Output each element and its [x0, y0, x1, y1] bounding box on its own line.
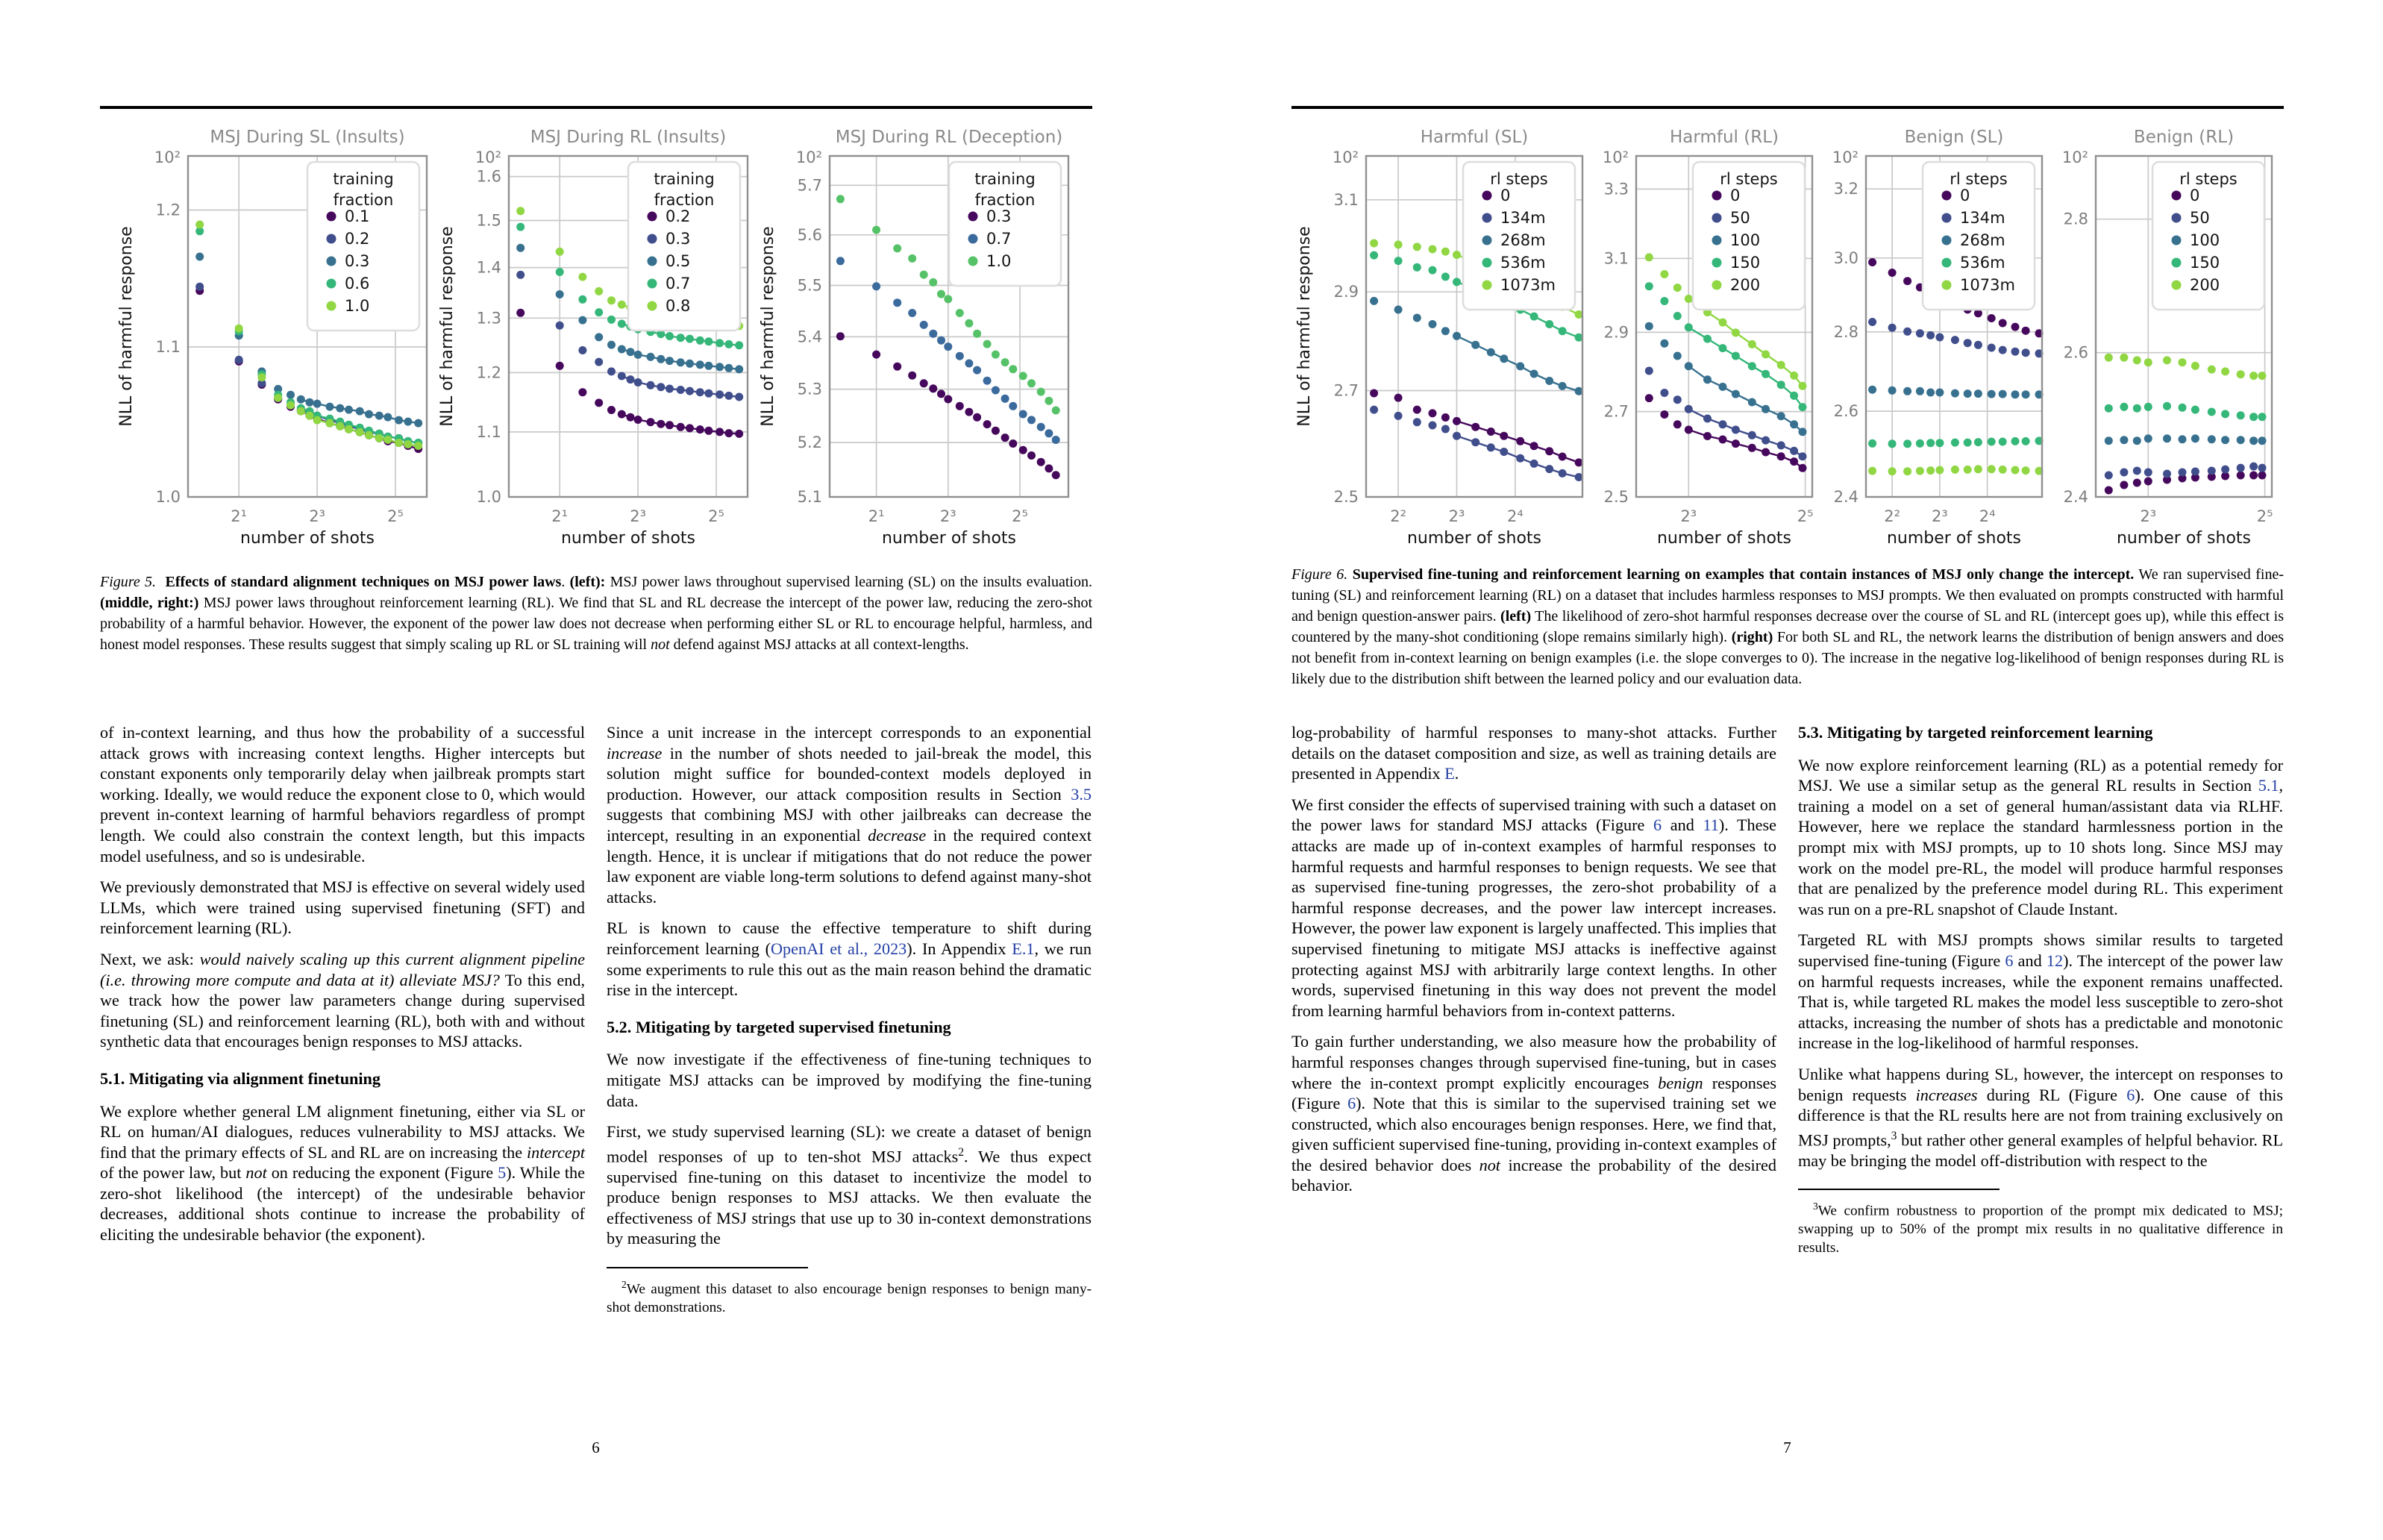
paragraph: To gain further understanding, we also measure how the probability of harmful responses changes through supervised fine-tuning, but in cases where the in-context prompt explicitly encourages benign responses (Figure 6). Note that this is similar to the supervised training set we constructed, which also encourages benign responses. Here, we find that, given sufficient supervised fine-tuning, providing in-context examples of the desired behavior does not increase the probability of the desired behavior.	[1291, 1032, 1776, 1195]
chart-msj-during-rl-deception	[755, 123, 1076, 556]
svg-text:1073m: 1073m	[1500, 276, 1556, 294]
svg-text:150: 150	[2190, 254, 2220, 272]
top-rule	[100, 106, 1092, 109]
svg-text:5.3: 5.3	[797, 380, 822, 398]
svg-text:2³: 2³	[630, 507, 646, 525]
ref-section-3-5[interactable]: 3.5	[1071, 784, 1092, 804]
figure6-plots	[1291, 123, 2284, 556]
svg-text:2⁵: 2⁵	[387, 507, 404, 525]
svg-text:2.4: 2.4	[2063, 488, 2088, 506]
svg-text:number of shots: number of shots	[1656, 529, 1792, 548]
paragraph: of in-context learning, and thus how the probability of a successful attack grows with increasing context lengths. Higher intercepts but constant exponents only temporarily delay when jailbreak prompts start working. Ideally, we would reduce the exponent close to 0, which would prevent in-context learning of harmful behaviors regardless of prompt length. We could also constrain the context length, but this impacts model usefulness, and so is undesirable.	[100, 723, 585, 866]
svg-text:NLL of harmful response: NLL of harmful response	[759, 226, 777, 427]
page-number: 6	[592, 1439, 600, 1456]
svg-text:fraction: fraction	[974, 191, 1036, 209]
ref-figure-6[interactable]: 6	[2005, 951, 2014, 970]
section-5-3-heading: 5.3. Mitigating by targeted reinforcement learning	[1798, 723, 2153, 742]
svg-text:MSJ During RL (Deception): MSJ During RL (Deception)	[835, 128, 1063, 147]
svg-text:5.5: 5.5	[797, 276, 822, 295]
paragraph: We now explore reinforcement learning (RL) as a potential remedy for MSJ. We use a similar setup as the general RL results in Section 5.1, training a model on a set of general human/assistant data via RLHF. However, here we replace the standard harmlessness portion in the prompt mix with MSJ prompts, up to 10 shots long. Since MSJ may work on the model pre-RL, the model will produce harmful responses that are penalized by the preference model during RL. This experiment was run on a pre-RL snapshot of Claude Instant.	[1798, 755, 2283, 918]
figure5-plots	[113, 123, 1076, 556]
svg-text:1.5: 1.5	[476, 211, 501, 230]
svg-text:5.7: 5.7	[797, 176, 822, 195]
svg-text:NLL of harmful response: NLL of harmful response	[1295, 226, 1314, 427]
svg-text:200: 200	[1730, 276, 1761, 294]
svg-text:2³: 2³	[939, 507, 956, 525]
svg-text:0.8: 0.8	[666, 297, 691, 315]
svg-text:Harmful (SL): Harmful (SL)	[1420, 128, 1529, 147]
svg-text:2.9: 2.9	[1603, 323, 1629, 342]
svg-text:10²: 10²	[1832, 148, 1859, 166]
page7-left-column	[1291, 722, 1776, 1206]
page-number: 7	[1783, 1439, 1791, 1456]
svg-text:10²: 10²	[1332, 148, 1359, 166]
svg-text:training: training	[974, 170, 1036, 188]
paragraph: RL is known to cause the effective temperature to shift during reinforcement learning (OpenAI et al., 2023). In Appendix E.1, we run some experiments to rule this out as the main reason behind the dramatic rise in the intercept.	[607, 918, 1092, 1000]
ref-figure-6[interactable]: 6	[2126, 1085, 2135, 1104]
svg-text:number of shots: number of shots	[1886, 529, 2022, 548]
chart-harmful-rl	[1590, 123, 1820, 556]
svg-text:0: 0	[1730, 187, 1741, 204]
footnote-rule	[607, 1267, 808, 1268]
svg-text:rl steps: rl steps	[1490, 170, 1548, 188]
chart-benign-sl	[1820, 123, 2049, 556]
svg-text:2³: 2³	[1448, 507, 1465, 525]
page6-right-column	[607, 722, 1092, 1318]
svg-text:10²: 10²	[475, 148, 501, 166]
page7-right-column	[1798, 722, 2283, 1257]
svg-text:2.5: 2.5	[1603, 488, 1629, 506]
svg-text:5.1: 5.1	[797, 488, 822, 506]
svg-text:2³: 2³	[2140, 507, 2157, 525]
svg-text:100: 100	[1730, 231, 1761, 249]
svg-text:2⁴: 2⁴	[1507, 507, 1524, 525]
ref-openai-2023[interactable]: OpenAI et al., 2023	[771, 939, 907, 958]
paragraph: We previously demonstrated that MSJ is effective on several widely used LLMs, which were trained using supervised finetuning (SFT) and reinforcement learning (RL).	[100, 877, 585, 938]
svg-text:5.2: 5.2	[797, 433, 822, 452]
svg-text:rl steps: rl steps	[2179, 170, 2238, 188]
svg-text:3.2: 3.2	[1833, 180, 1859, 198]
svg-text:1.3: 1.3	[476, 309, 501, 328]
svg-text:50: 50	[1730, 209, 1750, 227]
svg-text:200: 200	[2190, 276, 2220, 294]
svg-text:1.4: 1.4	[476, 258, 501, 277]
svg-text:1.0: 1.0	[345, 297, 370, 315]
svg-text:2.6: 2.6	[2063, 343, 2088, 362]
svg-text:training: training	[333, 170, 394, 188]
ref-figure-5[interactable]: 5	[498, 1163, 507, 1183]
svg-text:rl steps: rl steps	[1720, 170, 1778, 188]
paragraph: We now investigate if the effectiveness of fine-tuning techniques to mitigate MSJ attacks can be improved by modifying the fine-tuning data.	[607, 1050, 1092, 1110]
svg-text:2.6: 2.6	[1833, 402, 1859, 421]
paragraph: We first consider the effects of supervised training with such a dataset on the power laws for standard MSJ attacks (Figure 6 and 11). These attacks are made up of in-context examples of harmful responses to harmful requests and harmful responses to benign requests. We see that as supervised fine-tuning progresses, the zero-shot probability of a harmful response decreases, and the power law intercept increases. However, the power law exponent is largely unaffected. This implies that supervised finetuning to mitigate MSJ attacks is ineffective against protecting against MSJ with arbitrarily large context lengths. In other words, supervised finetuning in this way does not prevent the model from learning harmful behaviors from in-context patterns.	[1291, 795, 1776, 1020]
svg-text:0.3: 0.3	[986, 207, 1012, 225]
svg-text:100: 100	[2190, 231, 2220, 249]
chart-msj-during-sl-insults	[113, 123, 434, 556]
svg-text:0.3: 0.3	[666, 230, 691, 248]
paragraph: We explore whether general LM alignment finetuning, either via SL or RL on human/AI dialogues, reduces vulnerability to MSJ attacks. We find that the primary effects of SL and RL are on increasing the intercept of the power law, but not on reducing the exponent (Figure 5). While the zero-shot likelihood (the intercept) of the undesirable behavior decreases, additional shots continue to increase the probability of eliciting the undesirable behavior (the exponent).	[100, 1101, 585, 1245]
svg-text:0.7: 0.7	[986, 230, 1012, 248]
svg-text:10²: 10²	[795, 148, 822, 166]
svg-text:2⁵: 2⁵	[1797, 507, 1814, 525]
svg-text:2²: 2²	[1884, 507, 1900, 525]
svg-text:Harmful (RL): Harmful (RL)	[1670, 128, 1779, 147]
ref-figure-6[interactable]: 6	[1653, 816, 1662, 835]
svg-text:10²: 10²	[2061, 148, 2088, 166]
ref-section-5-1[interactable]: 5.1	[2258, 776, 2279, 795]
ref-figure-12[interactable]: 12	[2046, 951, 2064, 970]
svg-text:1073m: 1073m	[1960, 276, 2015, 294]
svg-text:3.1: 3.1	[1333, 190, 1359, 209]
svg-text:2.7: 2.7	[1333, 381, 1359, 400]
svg-text:NLL of harmful response: NLL of harmful response	[117, 226, 136, 427]
svg-text:10²: 10²	[154, 148, 181, 166]
svg-text:2³: 2³	[309, 507, 325, 525]
svg-text:NLL of harmful response: NLL of harmful response	[438, 226, 457, 427]
svg-text:2.4: 2.4	[1833, 488, 1859, 506]
svg-text:2.9: 2.9	[1333, 283, 1359, 301]
svg-text:3.1: 3.1	[1603, 249, 1629, 268]
svg-text:1.6: 1.6	[476, 167, 501, 186]
svg-text:3.3: 3.3	[1603, 180, 1629, 198]
svg-text:2³: 2³	[1680, 507, 1697, 525]
footnote-text: $^3$We confirm robustness to proportion of the prompt mix dedicated to MSJ; swapping up to 50% of the prompt mix results in no qualitative difference in results.	[1798, 1201, 2283, 1256]
svg-text:number of shots: number of shots	[881, 529, 1017, 548]
svg-text:Benign (SL): Benign (SL)	[1904, 128, 2004, 147]
svg-text:number of shots: number of shots	[1406, 529, 1542, 548]
svg-text:50: 50	[2190, 209, 2210, 227]
footnote-rule	[1798, 1189, 2000, 1190]
ref-appendix-e1[interactable]: E.1	[1012, 939, 1035, 958]
svg-text:2¹: 2¹	[551, 507, 569, 525]
svg-text:2³: 2³	[1932, 507, 1948, 525]
svg-text:Benign (RL): Benign (RL)	[2133, 128, 2235, 147]
svg-text:fraction: fraction	[654, 191, 715, 209]
svg-text:fraction: fraction	[333, 191, 394, 209]
svg-text:150: 150	[1730, 254, 1761, 272]
svg-text:rl steps: rl steps	[1950, 170, 2008, 188]
svg-text:0: 0	[1500, 187, 1511, 204]
svg-text:2⁴: 2⁴	[1979, 507, 1996, 525]
svg-text:5.4: 5.4	[797, 328, 822, 346]
svg-text:0.5: 0.5	[666, 252, 691, 270]
svg-text:1.2: 1.2	[155, 201, 181, 219]
svg-text:0.2: 0.2	[666, 207, 691, 225]
section-5-1-heading: 5.1. Mitigating via alignment finetuning	[100, 1068, 381, 1088]
paragraph: log-probability of harmful responses to many-shot attacks. Further details on the dataset composition and size, as well as training details are presented in Appendix E.	[1291, 723, 1776, 783]
svg-text:2⁵: 2⁵	[2256, 507, 2273, 525]
paragraph: First, we study supervised learning (SL): we create a dataset of benign model responses of up to ten-shot MSJ attacks$^2$. We thus expect supervised fine-tuning on this dataset to incentivize the model to produce benign responses to MSJ attacks. We then evaluate the effectiveness of MSJ strings that use up to 30 in-context demonstrations by measuring the	[607, 1122, 1092, 1248]
figure6-caption: Figure 6. Supervised fine-tuning and reinforcement learning on examples that contain instances of MSJ only change the intercept. We ran supervised fine-tuning (SL) and reinforcement learning (RL) on a dataset that includes harmless responses to MSJ prompts. We then evaluated on prompts constructed with harmful and benign question-answer pairs. (left) The likelihood of zero-shot harmful responses decrease over the course of SL and RL (intercept goes up), while this effect is countered by the many-shot conditioning (slope remains similarly high). (right) For both SL and RL, the network learns the distribution of benign answers and does not benefit from in-context learning on benign examples (i.e. the slope converges to 0). The increase in the negative log-likelihood of benign responses during RL is likely due to the distribution shift between the learned policy and our evaluation data.	[1291, 566, 2285, 687]
svg-text:1.0: 1.0	[476, 488, 501, 506]
svg-text:268m: 268m	[1960, 231, 2005, 249]
page-7	[1192, 0, 2383, 1540]
svg-text:number of shots: number of shots	[239, 529, 375, 548]
svg-text:number of shots: number of shots	[560, 529, 696, 548]
svg-text:2.8: 2.8	[2063, 210, 2088, 228]
svg-text:3.0: 3.0	[1833, 248, 1859, 267]
chart-harmful-sl	[1291, 123, 1590, 556]
svg-text:2¹: 2¹	[868, 507, 885, 525]
svg-text:training: training	[654, 170, 715, 188]
chart-benign-rl	[2049, 123, 2279, 556]
svg-text:2²: 2²	[1390, 507, 1406, 525]
paragraph: Since a unit increase in the intercept corresponds to an exponential increase in the number of shots needed to jail-break the model, this solution might suffice for bounded-context models deployed in production. However, our attack composition results in Section 3.5 suggests that combining MSJ with other jailbreaks can decrease the intercept, resulting in an exponential decrease in the required context length. Hence, it is unclear if mitigations that do not reduce the power law exponent are viable long-term solutions to defend against many-shot attacks.	[607, 723, 1092, 907]
paragraph: Unlike what happens during SL, however, the intercept on responses to benign requests increases during RL (Figure 6). One cause of this difference is that the RL results here are not from training exclusively on MSJ prompts,$^3$ but rather other general examples of helpful behavior. RL may be bringing the model off-distribution with respect to the	[1798, 1064, 2284, 1170]
svg-text:134m: 134m	[1500, 209, 1546, 227]
svg-text:2⁵: 2⁵	[1012, 507, 1028, 525]
chart-msj-during-rl-insults	[434, 123, 755, 556]
section-5-2-heading: 5.2. Mitigating by targeted supervised finetuning	[607, 1017, 951, 1036]
page6-left-column	[100, 722, 585, 1256]
svg-text:134m: 134m	[1960, 209, 2005, 227]
footnote-text: $^2$We augment this dataset to also encourage benign responses to benign many-shot demonstrations.	[607, 1279, 1092, 1316]
svg-text:2⁵: 2⁵	[708, 507, 724, 525]
svg-text:2.5: 2.5	[1333, 488, 1359, 506]
paragraph: Next, we ask: would naively scaling up this current alignment pipeline (i.e. throwing more compute and data at it) alleviate MSJ? To this end, we track how the power law parameters change during supervised finetuning (SL) and reinforcement learning (RL), both with and without synthetic data that encourages benign responses to MSJ attacks.	[100, 949, 586, 1051]
svg-text:0.1: 0.1	[345, 207, 370, 225]
svg-text:536m: 536m	[1960, 254, 2005, 272]
svg-text:536m: 536m	[1500, 254, 1546, 272]
svg-text:1.2: 1.2	[476, 363, 501, 382]
svg-text:1.0: 1.0	[155, 488, 181, 506]
ref-figure-11[interactable]: 11	[1703, 816, 1719, 835]
svg-text:MSJ During SL (Insults): MSJ During SL (Insults)	[210, 128, 405, 147]
svg-text:2.7: 2.7	[1603, 402, 1629, 421]
svg-text:0: 0	[2190, 187, 2200, 204]
top-rule	[1291, 106, 2284, 109]
svg-text:1.1: 1.1	[155, 338, 181, 356]
ref-figure-6[interactable]: 6	[1347, 1094, 1356, 1113]
svg-text:0.6: 0.6	[345, 275, 370, 292]
footnote-3	[1798, 1198, 2283, 1257]
svg-text:268m: 268m	[1500, 231, 1546, 249]
svg-text:2.8: 2.8	[1833, 322, 1859, 341]
svg-text:MSJ During RL (Insults): MSJ During RL (Insults)	[530, 128, 727, 147]
svg-text:2¹: 2¹	[231, 507, 248, 525]
paragraph: Targeted RL with MSJ prompts shows similar results to targeted supervised fine-tuning (Figure 6 and 12). The intercept of the power law on harmful requests increases, while the exponent remains unaffected. That is, while targeted RL makes the model less susceptible to zero-shot attacks, increasing the number of shots has a predictable and monotonic increase in the log-likelihood of harmful responses.	[1798, 930, 2283, 1053]
svg-text:0.3: 0.3	[345, 252, 370, 270]
figure5-caption: Figure 5. Effects of standard alignment techniques on MSJ power laws. (left): MSJ power laws throughout supervised learning (SL) on the insults evaluation. (middle, right:) MSJ power laws throughout reinforcement learning (RL). We find that SL and RL decrease the intercept of the power law, reducing the zero-shot probability of a harmful behavior. However, the exponent of the power law does not decrease when performing either SL or RL to encourage helpful, harmless, and honest model responses. These results suggest that simply scaling up RL or SL training will not defend against MSJ attacks at all context-lengths.	[100, 574, 1093, 653]
svg-text:1.1: 1.1	[476, 422, 501, 441]
svg-text:0.7: 0.7	[666, 275, 691, 292]
svg-text:number of shots: number of shots	[2116, 529, 2252, 548]
footnote-2	[607, 1276, 1092, 1318]
svg-text:5.6: 5.6	[797, 225, 822, 244]
svg-text:10²: 10²	[1602, 148, 1629, 166]
ref-appendix-e[interactable]: E	[1444, 764, 1455, 783]
svg-text:0: 0	[1960, 187, 1970, 204]
svg-text:1.0: 1.0	[986, 252, 1012, 270]
svg-text:0.2: 0.2	[345, 230, 370, 248]
